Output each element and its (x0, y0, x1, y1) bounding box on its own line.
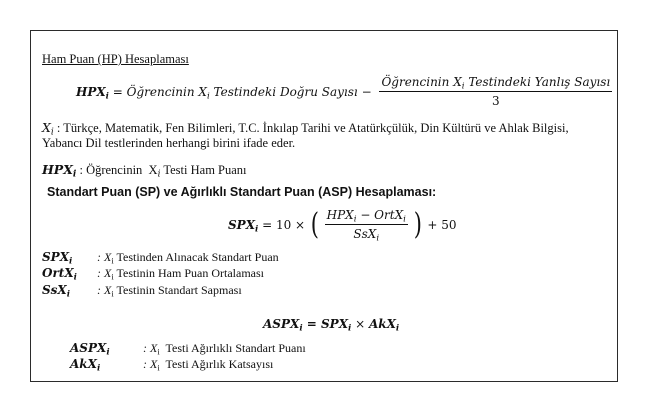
hp-formula (76, 75, 616, 108)
hp-formula-fraction (379, 75, 612, 108)
sp-formula-fraction (325, 208, 408, 244)
hp-formula-numerator: Öğrencinin $X_i$ Testindeki Yanlış Sayısı (381, 75, 611, 92)
xi-symbol: $X_i$ (42, 120, 54, 138)
hp-definition: $HPX_i$ : Öğrencinin $X_i$ Testi Ham Puanı (42, 162, 247, 180)
sp-formula-denominator: SsX$_i$ (353, 227, 380, 244)
sp-formula-numerator: $HPX_i$ − OrtX$_i$ (326, 208, 406, 225)
def-symbol: OrtX$_i$ (42, 266, 77, 283)
def-text: : $X_i$ Testi Ağırlık Katsayısı (140, 357, 274, 373)
right-paren: ) (413, 206, 422, 242)
def-symbol: AkX$_i$ (70, 357, 101, 374)
hp-formula-minus: − (357, 84, 376, 99)
definition-row-aspx (70, 341, 306, 356)
hp-formula-lhs: $HPX_i$ (76, 84, 109, 102)
section-title-sp-asp: Standart Puan (SP) ve Ağırlıklı Standart Puan (ASP) Hesaplaması: (47, 185, 437, 199)
definition-row-ssx (42, 283, 242, 298)
def-text: : $X_i$ Testi Ağırlıklı Standart Puanı (140, 341, 306, 357)
xi-definition (42, 120, 602, 151)
def-symbol: SsX$_i$ (42, 283, 71, 300)
def-text: : $X_i$ Testinden Alınacak Standart Puan (94, 250, 279, 266)
left-paren: ( (310, 206, 319, 242)
definition-row-spx (42, 250, 279, 265)
def-text: : $X_i$ Testinin Standart Sapması (94, 283, 242, 299)
hp-formula-denominator: 3 (492, 94, 500, 108)
def-symbol: $ASPX_i$ (70, 341, 110, 358)
section-title-hp: Ham Puan (HP) Hesaplaması (42, 52, 189, 66)
asp-formula: $ASPX_i = SPX_i \times AkX_i$ (263, 317, 400, 334)
sp-formula-coef: = 10 × (258, 217, 309, 232)
definition-row-ortx (42, 266, 264, 281)
hp-definition-symbol: $HPX_i$ (42, 162, 77, 180)
sp-formula-tail: + 50 (423, 217, 457, 232)
def-symbol: $SPX_i$ (42, 250, 73, 267)
hp-formula-eq: = (108, 84, 127, 99)
xi-definition-text: : Türkçe, Matematik, Fen Bilimleri, T.C. İnkılap Tarihi ve Atatürkçülük, Din Kültürü ve Ahlak Bilgisi, Yabancı Dil testlerinden herhangi birini ifade eder. (42, 121, 569, 150)
hp-formula-term1: Öğrencinin $X_i$ Testindeki Doğru Sayısı (126, 84, 358, 102)
definition-row-akx (70, 357, 273, 372)
sp-formula (228, 206, 457, 244)
sp-formula-lhs: $SPX_i$ (228, 217, 259, 235)
def-text: : $X_i$ Testinin Ham Puan Ortalaması (94, 266, 264, 282)
document-frame (30, 30, 618, 382)
